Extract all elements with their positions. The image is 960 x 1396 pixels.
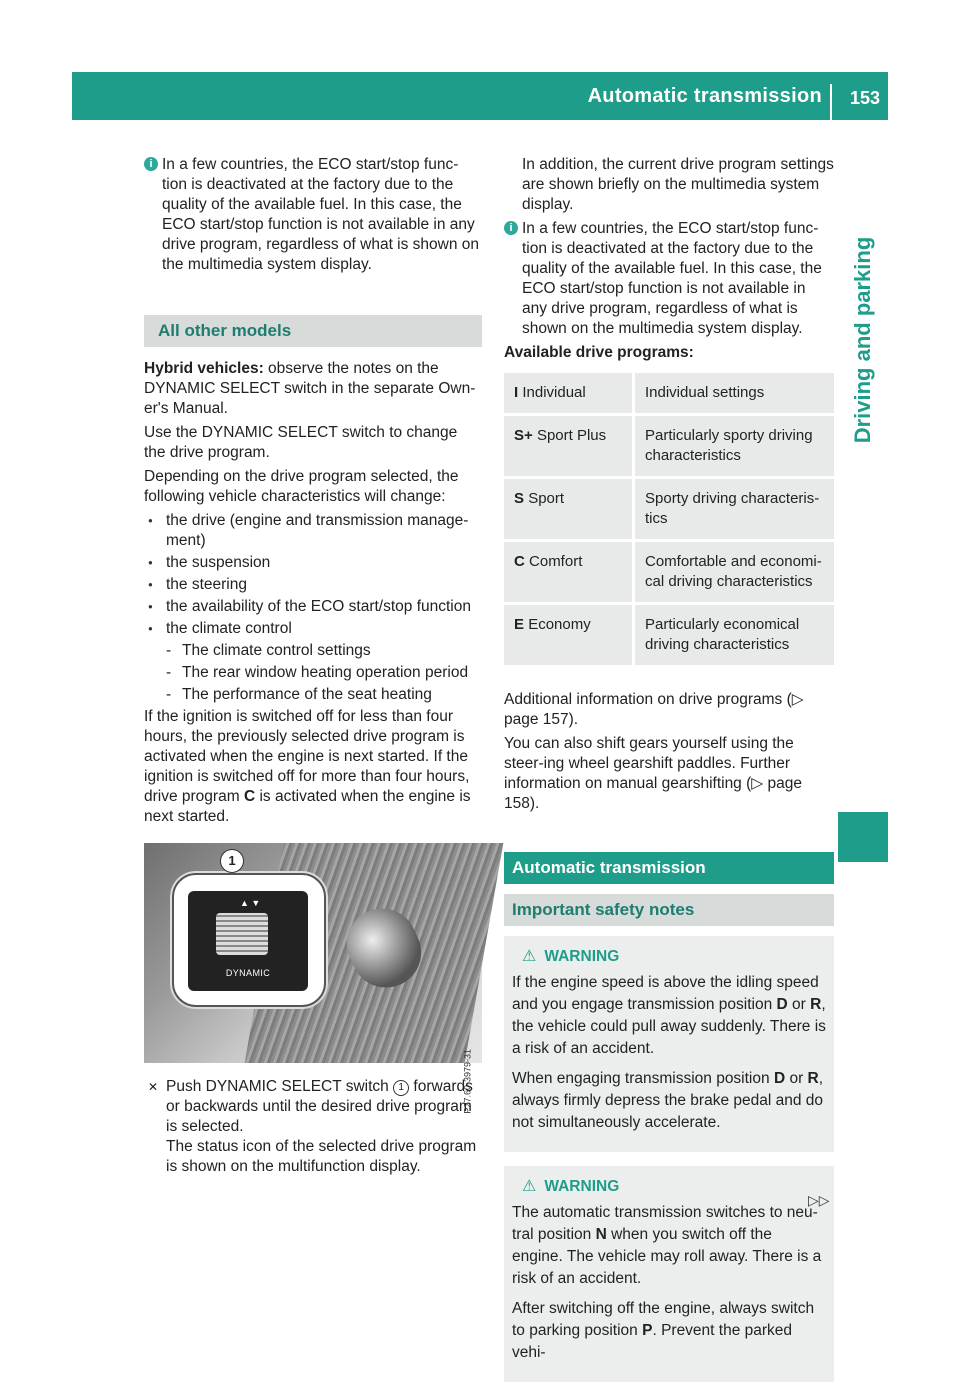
header-title: Automatic transmission [587, 85, 822, 107]
program-cell [504, 415, 634, 478]
warning-text: If the engine speed is above the idling speed and you engage transmission position [512, 974, 819, 1013]
warning-text: , the vehicle could pull away suddenly. There is a risk of an accident. [512, 996, 826, 1057]
climate-sublist [144, 641, 482, 705]
info-note [504, 219, 834, 339]
program-c-label: C [243, 788, 256, 805]
up-down-arrows-icon: ▲ ▼ [240, 898, 261, 908]
program-cell [504, 373, 634, 415]
warning-box [504, 1166, 834, 1382]
warning-title: WARNING [544, 948, 620, 965]
warning-text: When engaging transmission position [512, 1070, 774, 1087]
program-name: Individual [522, 384, 586, 401]
table-row [504, 373, 834, 415]
ignition-paragraph [144, 707, 482, 827]
program-desc: Particularly sporty driving characteristics [634, 415, 835, 478]
position-d: D [776, 996, 788, 1013]
warning-paragraph [512, 1298, 826, 1364]
warning-text: , always firmly depress the brake pedal and do not simultaneously accelerate. [512, 1070, 824, 1131]
warning-text: After switching off the engine, always switch to parking position [512, 1300, 815, 1339]
ignition-text-1: If the ignition is switched off for less than four hours, the previously selected drive program is activated when the engine is next started. If the ignition is switched off for more than four hours, drive program [144, 708, 470, 805]
program-desc: Particularly economical driving characteristics [634, 604, 835, 667]
page-number: 153 [849, 88, 880, 108]
depending-paragraph: Depending on the drive program selected, the following vehicle characteristics will change: [144, 468, 459, 505]
side-tab-marker [838, 812, 888, 862]
switch-inset [172, 873, 326, 1007]
program-desc: Individual settings [634, 373, 835, 415]
warning-paragraph [512, 1202, 826, 1290]
list-item: ● the climate control [144, 619, 482, 639]
warning-heading [512, 946, 826, 968]
program-name: Comfort [529, 553, 583, 570]
program-name: Sport Plus [536, 427, 607, 444]
switch-roller [216, 913, 268, 955]
characteristics-list [144, 511, 482, 639]
list-item: ● the drive (engine and transmission manage-ment) [144, 511, 482, 551]
continue-marker-icon: ▷▷ [808, 1192, 830, 1208]
table-row [504, 604, 834, 667]
position-p: P [642, 1322, 653, 1339]
warning-text: or [787, 996, 811, 1013]
table-row [504, 415, 834, 478]
info-note-text: In a few countries, the ECO start/stop func-tion is deactivated at the factory due to the quality of the available fuel. In this case, the ECO start/stop function is not available in any drive program, regardless of what is shown on the multimedia system display. [522, 220, 822, 337]
info-note [144, 155, 482, 275]
callout-ref: 1 [393, 1080, 409, 1096]
step-text-3: The status icon of the selected drive program is shown on the multifunction display. [166, 1138, 477, 1175]
additional-info-paragraph: Additional information on drive programs (▷ page 157). [504, 691, 804, 728]
step-text-1: Push DYNAMIC SELECT switch [166, 1078, 394, 1095]
list-item: ● the steering [144, 575, 482, 595]
list-item: - The rear window heating operation period [166, 663, 482, 683]
callout-marker: 1 [220, 849, 244, 873]
instruction-step [144, 1077, 482, 1177]
right-column [504, 155, 834, 1396]
list-item: ● the availability of the ECO start/stop function [144, 597, 482, 617]
dynamic-select-switch [188, 891, 308, 991]
warning-paragraph [512, 972, 826, 1060]
use-paragraph: Use the DYNAMIC SELECT switch to change the drive program. [144, 424, 458, 461]
drive-programs-table [504, 373, 834, 668]
program-code: C [514, 553, 525, 570]
switch-label: DYNAMIC [225, 968, 271, 978]
warning-title: WARNING [544, 1178, 620, 1195]
addition-paragraph: In addition, the current drive program settings are shown briefly on the multimedia system display. [522, 156, 834, 213]
info-note-text: In a few countries, the ECO start/stop func-tion is deactivated at the factory due to the quality of the available fuel. In this case, the ECO start/stop function is not available in any drive program, regardless of what is shown on the multimedia system display. [162, 156, 480, 273]
left-column [144, 155, 482, 1177]
program-name: Sport [528, 490, 565, 507]
hybrid-text: observe the notes on the DYNAMIC SELECT switch in the separate Own-er's Manual. [144, 360, 476, 417]
list-item: - The performance of the seat heating [166, 685, 482, 705]
available-programs-label: Available drive programs: [504, 344, 694, 361]
position-r: R [810, 996, 822, 1013]
shift-paragraph: You can also shift gears yourself using the steer-ing wheel gearshift paddles. Further information on manual gearshifting (▷ page 158). [504, 735, 802, 812]
program-code: S+ [514, 427, 533, 444]
table-row [504, 478, 834, 541]
program-cell [504, 541, 634, 604]
program-desc: Comfortable and economi-cal driving characteristics [634, 541, 835, 604]
section-heading-automatic-transmission: Automatic transmission [504, 852, 834, 884]
ignition-text-2: is activated when the engine is next started. [144, 788, 471, 825]
warning-text: or [785, 1070, 808, 1087]
page-header [72, 72, 888, 120]
header-separator [830, 84, 832, 120]
section-heading-all-other-models: All other models [144, 315, 482, 347]
warning-text: . Prevent the parked vehi- [512, 1322, 793, 1361]
warning-triangle-icon: ⚠ [522, 948, 537, 965]
info-icon: i [144, 157, 158, 171]
program-cell [504, 604, 634, 667]
figure-code: P27.60-3979-31 [463, 1049, 473, 1114]
warning-text: The automatic transmission switches to neu-tral position [512, 1204, 818, 1243]
warning-box [504, 936, 834, 1152]
program-code: I [514, 384, 519, 401]
warning-heading [512, 1176, 826, 1198]
program-name: Economy [528, 616, 591, 633]
list-item: ● the suspension [144, 553, 482, 573]
position-d: D [773, 1070, 786, 1087]
info-icon: i [504, 221, 518, 235]
program-desc: Sporty driving characteris-tics [634, 478, 835, 541]
warning-paragraph [512, 1068, 826, 1134]
table-row [504, 541, 834, 604]
step-text-2: forwards or backwards until the desired drive program is selected. [166, 1078, 473, 1135]
side-tab [838, 120, 888, 480]
program-code: E [514, 616, 525, 633]
list-item: - The climate control settings [166, 641, 482, 661]
program-cell [504, 478, 634, 541]
position-n: N [595, 1226, 607, 1243]
side-tab-label: Driving and parking [850, 236, 875, 444]
warning-triangle-icon: ⚠ [522, 1178, 537, 1195]
program-code: S [514, 490, 525, 507]
hybrid-paragraph [144, 359, 482, 419]
hybrid-label: Hybrid vehicles: [144, 360, 264, 377]
position-r: R [807, 1070, 819, 1087]
warning-text: when you switch off the engine. The vehicle may roll away. There is a risk of an accident. [512, 1226, 822, 1287]
section-subheading-safety-notes: Important safety notes [504, 894, 834, 926]
